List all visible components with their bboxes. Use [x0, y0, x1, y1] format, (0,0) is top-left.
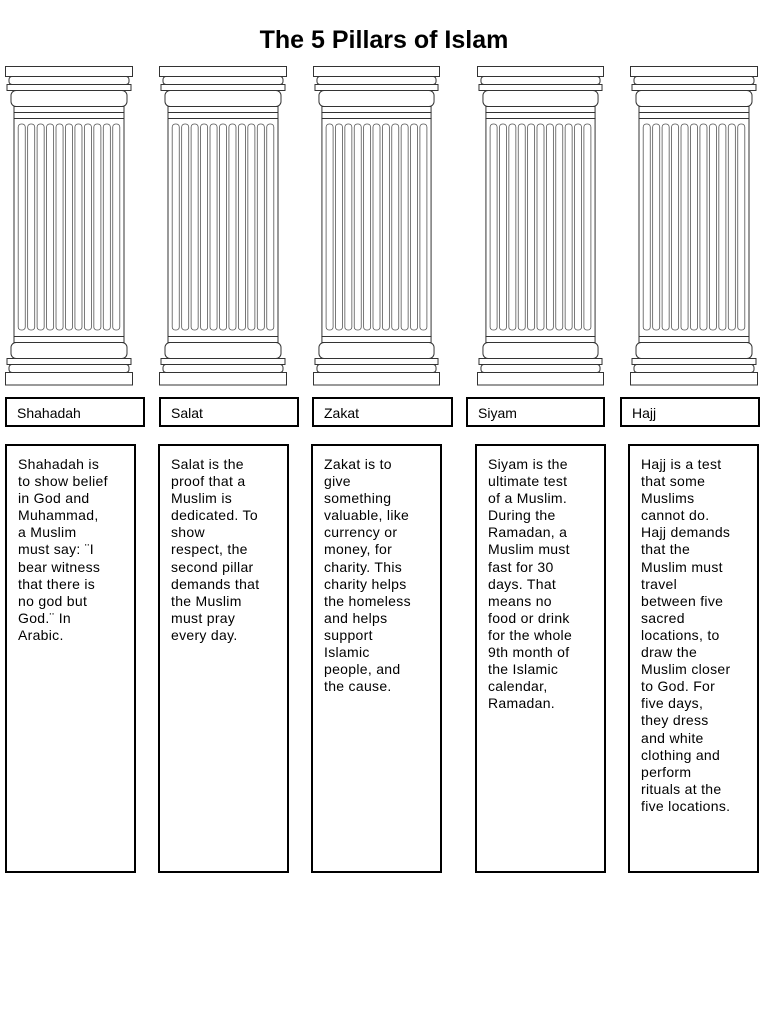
pillar-description-siyam: Siyam is the ultimate test of a Muslim. During the Ramadan, a Muslim must fast for 30 days. That means no food or drink for the whole 9th month of the Islamic calendar, Ramadan.	[475, 444, 606, 873]
pillar-name-zakat: Zakat	[312, 397, 453, 427]
pillar-column-icon	[313, 66, 440, 386]
pillar-name-shahadah: Shahadah	[5, 397, 145, 427]
pillar-name-salat: Salat	[159, 397, 299, 427]
pillar-name-hajj: Hajj	[620, 397, 760, 427]
pillar-description-salat: Salat is the proof that a Muslim is dedicated. To show respect, the second pillar demands that the Muslim must pray every day.	[158, 444, 289, 873]
pillar-description-shahadah: Shahadah is to show belief in God and Muhammad, a Muslim must say: ¨I bear witness that there is no god but God.¨ In Arabic.	[5, 444, 136, 873]
pillar-column-icon	[159, 66, 287, 386]
pillar-description-zakat: Zakat is to give something valuable, like currency or money, for charity. This charity helps the homeless and helps support Islamic people, and the cause.	[311, 444, 442, 873]
pillar-column-icon	[630, 66, 758, 386]
pillar-name-siyam: Siyam	[466, 397, 605, 427]
pillar-column-icon	[477, 66, 604, 386]
page-title: The 5 Pillars of Islam	[259, 26, 509, 54]
pillar-description-hajj: Hajj is a test that some Muslims cannot do. Hajj demands that the Muslim must travel between five sacred locations, to draw the Muslim closer to God. For five days, they dress and white clothing and perform rituals at the five locations.	[628, 444, 759, 873]
pillar-column-icon	[5, 66, 133, 386]
